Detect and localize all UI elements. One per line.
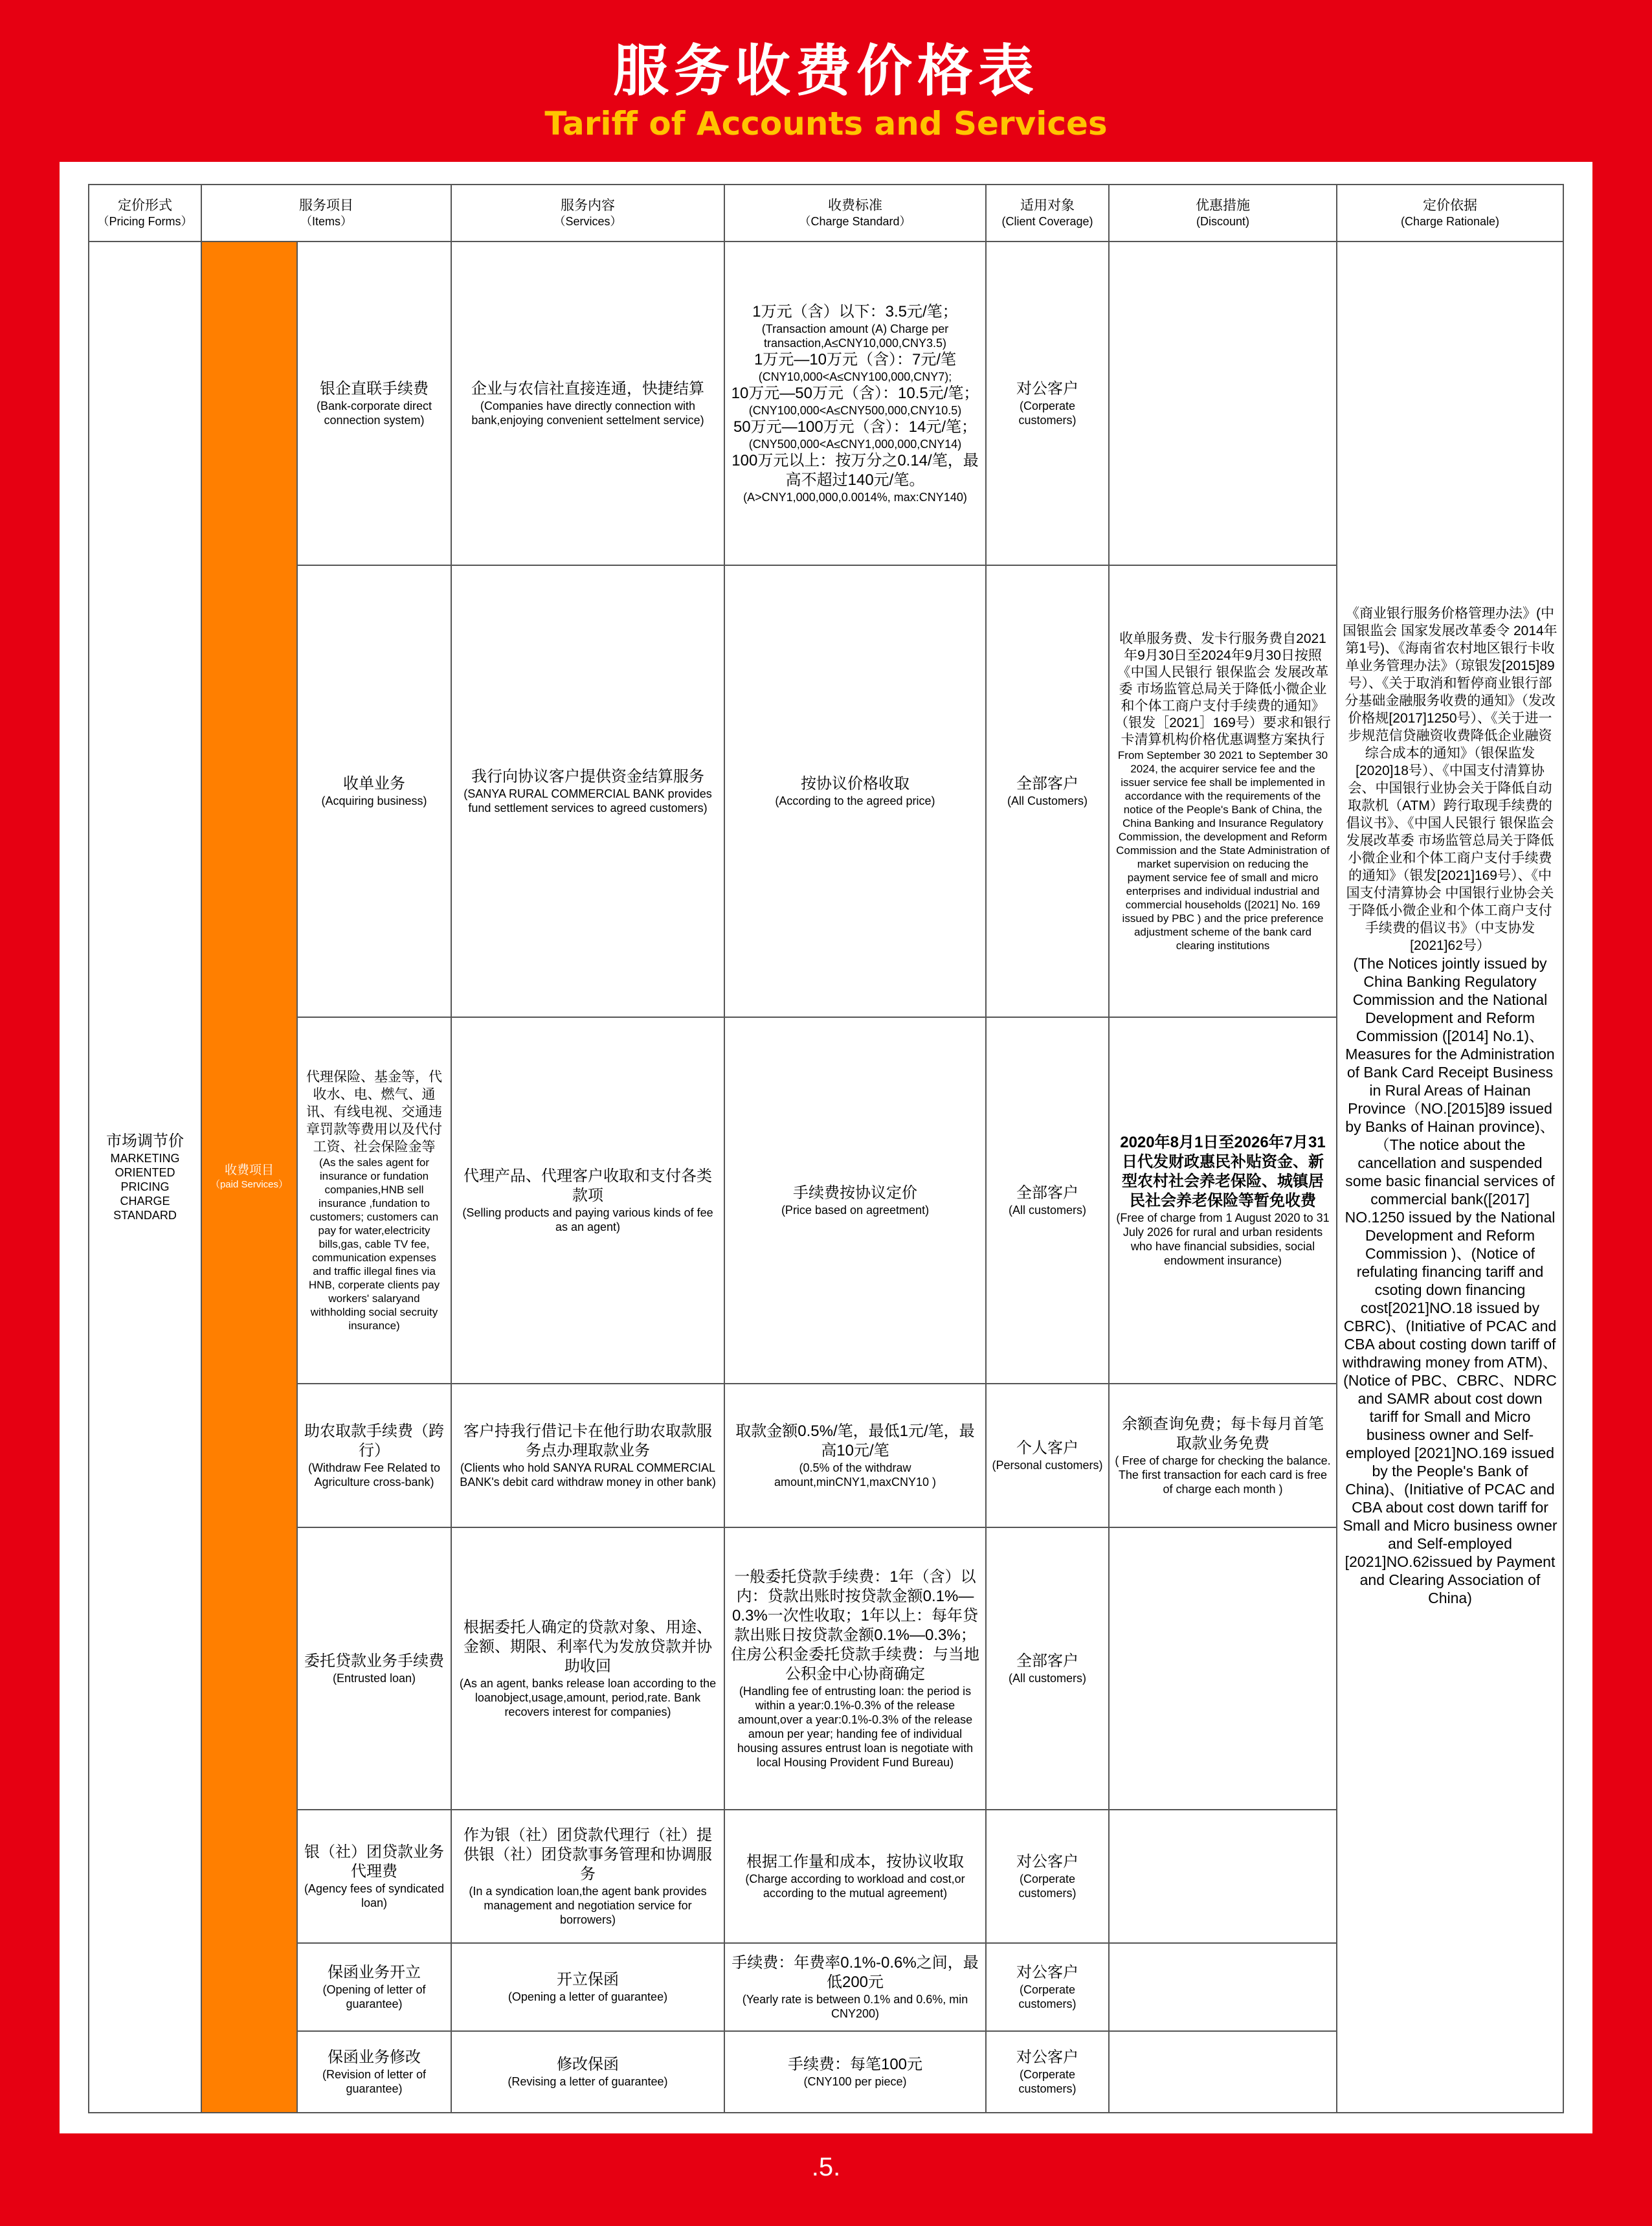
col-header-items: 服务项目 （Items） <box>201 185 451 242</box>
charge-cell: 按协议价格收取 (According to the agreed price) <box>724 565 986 1017</box>
item-cell: 保函业务修改 (Revision of letter of guarantee) <box>297 2031 451 2113</box>
client-cell: 全部客户 (All Customers) <box>986 565 1109 1017</box>
client-cell: 全部客户 (All customers) <box>986 1527 1109 1810</box>
item-cell: 保函业务开立 (Opening of letter of guarantee) <box>297 1943 451 2031</box>
col-header-services: 服务内容 （Services） <box>451 185 724 242</box>
item-cell: 银（社）团贷款业务代理费 (Agency fees of syndicated loan) <box>297 1810 451 1943</box>
pricing-form-cell: 市场调节价 MARKETING ORIENTED PRICING CHARGE STANDARD <box>89 242 201 2113</box>
item-cell: 代理保险、基金等，代收水、电、燃气、通讯、有线电视、交通违章罚款等费用以及代付工资、社会保险金等 (As the sales agent for insurance or fundation companies,HNB sell insurance ,fundation to customers; customers can pay for water,electricity bills,gas, cable TV fee, communication expenses and traffic illegal fines via HNB, corperate clients pay workers' salaryand withholding social secruity insurance) <box>297 1017 451 1384</box>
charge-cell: 手续费：年费率0.1%-0.6%之间，最低200元 (Yearly rate is between 0.1% and 0.6%, min CNY200) <box>724 1943 986 2031</box>
charge-cell: 手续费按协议定价 (Price based on agreetment) <box>724 1017 986 1384</box>
page-title: 服务收费价格表 <box>613 39 1039 104</box>
page-subtitle: Tariff of Accounts and Services <box>544 105 1108 142</box>
item-cell: 收单业务 (Acquiring business) <box>297 565 451 1017</box>
charge-cell: 根据工作量和成本，按协议收取 (Charge according to workload and cost,or according to the mutual agreement) <box>724 1810 986 1943</box>
service-cell: 根据委托人确定的贷款对象、用途、金额、期限、利率代为发放贷款并协助收回 (As an agent, banks release loan according to the loanobject,usage,amount, period,rate. Bank recovers interest for companies) <box>451 1527 724 1810</box>
discount-cell: 2020年8月1日至2026年7月31日代发财政惠民补贴资金、新型农村社会养老保险、城镇居民社会养老保险等暂免收费 (Free of charge from 1 August 2020 to 31 July 2026 for rural and urban residents who have financial subsidies, social endowment insurance) <box>1109 1017 1337 1384</box>
client-cell: 个人客户 (Personal customers) <box>986 1384 1109 1527</box>
tariff-sheet <box>60 162 1592 2133</box>
service-cell: 我行向协议客户提供资金结算服务 (SANYA RURAL COMMERCIAL BANK provides fund settlement services to agreed customers) <box>451 565 724 1017</box>
discount-cell <box>1109 1527 1337 1810</box>
item-cell: 助农取款手续费（跨行） (Withdraw Fee Related to Agriculture cross-bank) <box>297 1384 451 1527</box>
client-cell: 对公客户 (Corperate customers) <box>986 242 1109 565</box>
col-header-charge-rationale: 定价依据 (Charge Rationale) <box>1337 185 1563 242</box>
service-cell: 作为银（社）团贷款代理行（社）提供银（社）团贷款事务管理和协调服务 (In a syndication loan,the agent bank provides management and negotiation service for borrowers) <box>451 1810 724 1943</box>
charge-cell: 取款金额0.5%/笔，最低1元/笔，最高10元/笔 (0.5% of the withdraw amount,minCNY1,maxCNY10 ) <box>724 1384 986 1527</box>
discount-cell <box>1109 1810 1337 1943</box>
service-cell: 修改保函 (Revising a letter of guarantee) <box>451 2031 724 2113</box>
col-header-pricing-forms: 定价形式 （Pricing Forms） <box>89 185 201 242</box>
table-row <box>89 242 1563 565</box>
service-cell: 客户持我行借记卡在他行助农取款服务点办理取款业务 (Clients who hold SANYA RURAL COMMERCIAL BANK's debit card withdraw money in other bank) <box>451 1384 724 1527</box>
client-cell: 对公客户 (Corperate customers) <box>986 2031 1109 2113</box>
charge-cell: 手续费：每笔100元 (CNY100 per piece) <box>724 2031 986 2113</box>
col-header-charge-standard: 收费标准 （Charge Standard） <box>724 185 986 242</box>
client-cell: 全部客户 (All customers) <box>986 1017 1109 1384</box>
col-header-client-coverage: 适用对象 (Client Coverage) <box>986 185 1109 242</box>
table-header-row <box>89 185 1563 242</box>
discount-cell <box>1109 2031 1337 2113</box>
page-number: .5. <box>811 2153 841 2181</box>
discount-cell <box>1109 1943 1337 2031</box>
client-cell: 对公客户 (Corperate customers) <box>986 1943 1109 2031</box>
discount-cell: 余额查询免费；每卡每月首笔取款业务免费 ( Free of charge for checking the balance. The first transaction for each card is free of charge each month ) <box>1109 1384 1337 1527</box>
category-cell: 收费项目 （paid Services） <box>201 242 297 2113</box>
client-cell: 对公客户 (Corperate customers) <box>986 1810 1109 1943</box>
service-cell: 企业与农信社直接连通，快捷结算 (Companies have directly connection with bank,enjoying convenient settelment service) <box>451 242 724 565</box>
rationale-cell: 《商业银行服务价格管理办法》(中国银监会 国家发展改革委令 2014年第1号)、《海南省农村地区银行卡收单业务管理办法》（琼银发[2015]89号）、《关于取消和暂停商业银行部分基础金融服务收费的通知》（发改价格规[2017]1250号）、《关于进一步规范信贷融资收费降低企业融资综合成本的通知》（银保监发[2020]18号）、《中国支付清算协会、中国银行业协会关于降低自动取款机（ATM）跨行取现手续费的倡议书》、《中国人民银行 银保监会 发展改革委 市场监管总局关于降低小微企业和个体工商户支付手续费的通知》（银发[2021]169号）、《中国支付清算协会 中国银行业协会关于降低小微企业和个体工商户支付手续费的倡议书》（中支协发[2021]62号） (The Notices jointly issued by China Banking Regulatory Commission and the National Development and Reform Commission ([2014] No.1)、Measures for the Administration of Bank Card Receipt Business in Rural Areas of Hainan Province（NO.[2015]89 issued by Banks of Hainan province)、（The notice about the cancellation and suspended some basic financial services of commercial bank([2017] NO.1250 issued by the National Development and Reform Commission )、(Notice of refulating financing tariff and csoting down financing cost[2021]NO.18 issued by CBRC)、(Initiative of PCAC and CBA about costing down tariff of withdrawing money from ATM)、(Notice of PBC、CBRC、NDRC and SAMR about cost down tariff for Small and Micro business owner and Self-employed [2021]NO.169 issued by the People's Bank of China)、(Initiative of PCAC and CBA about cost down tariff for Small and Micro business owner and Self-employed [2021]NO.62issued by Payment and Clearing Association of China) <box>1337 242 1563 2113</box>
discount-cell: 收单服务费、发卡行服务费自2021年9月30日至2024年9月30日按照《中国人民银行 银保监会 发展改革委 市场监管总局关于降低小微企业和个体工商户支付手续费的通知》（银发［2021］169号）要求和银行卡清算机构价格优惠调整方案执行 From September 30 2021 to September 30 2024, the acquirer service fee and the issuer service fee shall be implemented in accordance with the requirements of the notice of the People's Bank of China, the China Banking and Insurance Regulatory Commission, the development and Reform Commission and the State Administration of market supervision on reducing the payment service fee of small and micro enterprises and individual industrial and commercial households ([2021] No. 169 issued by PBC ) and the price preference adjustment scheme of the bank card clearing institutions <box>1109 565 1337 1017</box>
tariff-table <box>88 184 1564 2113</box>
service-cell: 代理产品、代理客户收取和支付各类款项 (Selling products and paying various kinds of fee as an agent) <box>451 1017 724 1384</box>
item-cell: 委托贷款业务手续费 (Entrusted loan) <box>297 1527 451 1810</box>
col-header-discount: 优惠措施 (Discount) <box>1109 185 1337 242</box>
charge-cell: 一般委托贷款手续费：1年（含）以内：贷款出账时按贷款金额0.1%—0.3%一次性收取；1年以上：每年贷款出账日按贷款金额0.1%—0.3%；住房公积金委托贷款手续费：与当地公积金中心协商确定 (Handling fee of entrusting loan: the period is within a year:0.1%-0.3% of the release amount,over a year:0.1%-0.3% of the release amoun per year; handing fee of individual housing assures entrust loan is negotiate with local Housing Provident Fund Bureau) <box>724 1527 986 1810</box>
service-cell: 开立保函 (Opening a letter of guarantee) <box>451 1943 724 2031</box>
charge-cell: 1万元（含）以下：3.5元/笔； (Transaction amount (A) Charge per transaction,A≤CNY10,000,CNY3.5) 1万元—10万元（含）：7元/笔 (CNY10,000<A≤CNY100,000,CNY7); 10万元—50万元（含）：10.5元/笔； (CNY100,000<A≤CNY500,000,CNY10.5) 50万元—100万元（含）：14元/笔； (CNY500,000<A≤CNY1,000,000,CNY14) 100万元以上：按万分之0.14/笔，最高不超过140元/笔。 (A>CNY1,000,000,0.0014%, max:CNY140) <box>724 242 986 565</box>
discount-cell <box>1109 242 1337 565</box>
item-cell: 银企直联手续费 (Bank-corporate direct connection system) <box>297 242 451 565</box>
page-header <box>0 36 1652 144</box>
